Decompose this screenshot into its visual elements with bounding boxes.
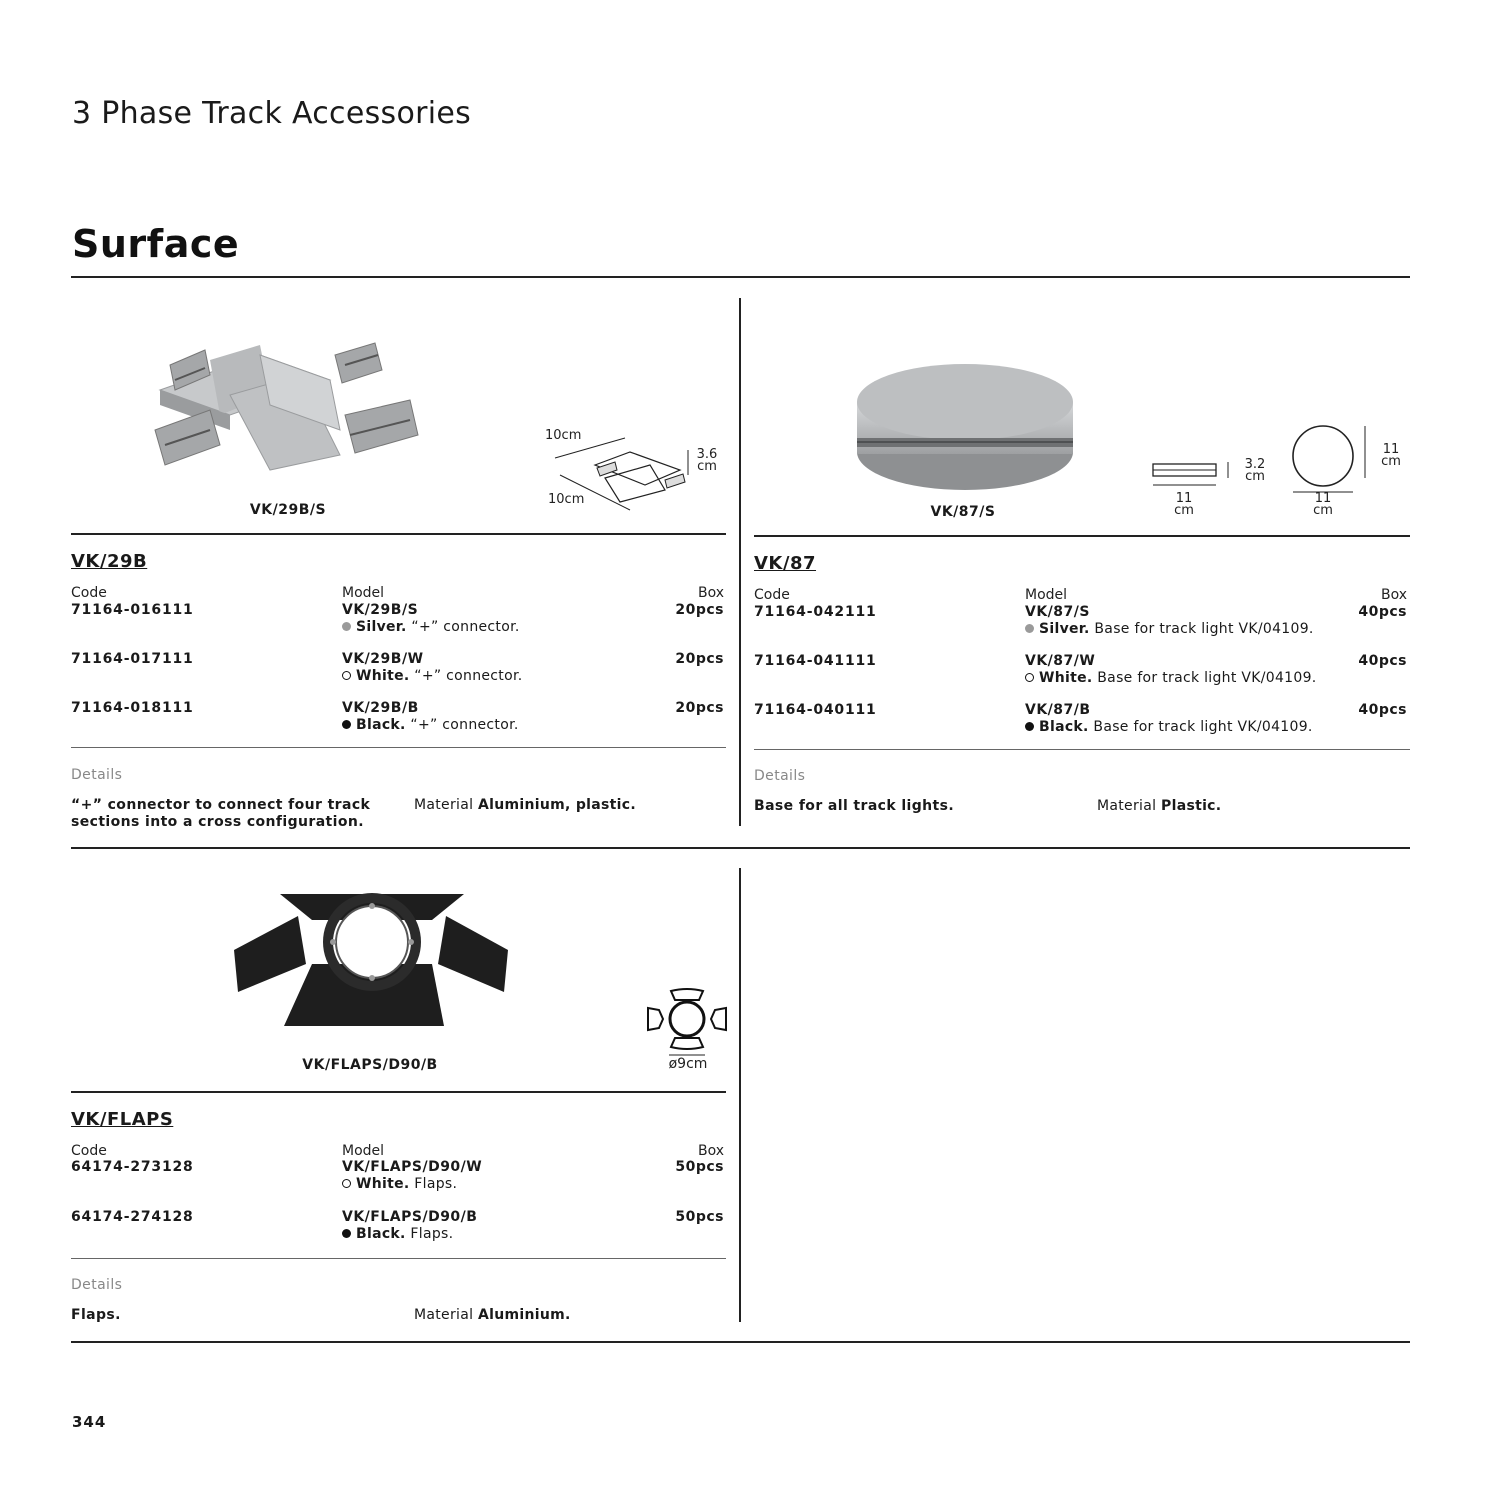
product-code: 71164-041111	[754, 653, 877, 669]
product-image-vk87	[855, 362, 1075, 492]
dimension-drawing-vkflaps	[645, 988, 729, 1058]
product-description: White. “+” connector.	[342, 668, 522, 684]
product-description: Silver. Base for track light VK/04109.	[1025, 621, 1314, 637]
card-rule	[71, 1091, 726, 1093]
product-code: 71164-018111	[71, 700, 194, 716]
model-header: Model	[1025, 587, 1068, 603]
image-caption: VK/87/S	[930, 504, 996, 520]
product-image-vkflaps	[232, 890, 512, 1030]
product-model: VK/FLAPS/D90/B	[342, 1209, 478, 1225]
details-rule	[71, 747, 726, 748]
details-label: Details	[71, 1277, 123, 1293]
section-rule	[71, 847, 1410, 849]
page-heading: Surface	[72, 222, 240, 266]
dimension-width: 10cm	[545, 428, 582, 443]
code-header: Code	[754, 587, 790, 603]
product-model: VK/29B/S	[342, 602, 419, 618]
product-model: VK/87/W	[1025, 653, 1096, 669]
code-header: Code	[71, 1143, 107, 1159]
product-model: VK/87/B	[1025, 702, 1091, 718]
product-model: VK/29B/B	[342, 700, 419, 716]
code-header: Code	[71, 585, 107, 601]
details-text: Base for all track lights.	[754, 798, 955, 814]
dimension-top-height: 11 cm	[1381, 442, 1401, 469]
details-text: “+” connector to connect four track sections into a cross configuration.	[71, 797, 371, 830]
product-model: VK/FLAPS/D90/W	[342, 1159, 483, 1175]
details-label: Details	[71, 767, 123, 783]
section-rule	[71, 1341, 1410, 1343]
product-code: 64174-273128	[71, 1159, 194, 1175]
section-title: 3 Phase Track Accessories	[72, 96, 472, 131]
box-quantity: 20pcs	[675, 602, 724, 618]
product-model: VK/29B/W	[342, 651, 424, 667]
box-header: Box	[1380, 587, 1407, 603]
heading-rule	[71, 276, 1410, 278]
box-header: Box	[697, 1143, 724, 1159]
product-code: 71164-017111	[71, 651, 194, 667]
image-caption: VK/29B/S	[249, 502, 327, 518]
details-text: Flaps.	[71, 1307, 121, 1323]
white-swatch-icon	[1025, 673, 1034, 682]
page-number: 344	[72, 1413, 107, 1431]
product-description: White. Base for track light VK/04109.	[1025, 670, 1317, 686]
box-quantity: 50pcs	[675, 1209, 724, 1225]
box-quantity: 20pcs	[675, 651, 724, 667]
box-quantity: 40pcs	[1358, 702, 1407, 718]
card-rule	[71, 533, 726, 535]
material-info: Material Aluminium, plastic.	[414, 797, 636, 813]
product-description: Black. Base for track light VK/04109.	[1025, 719, 1313, 735]
black-swatch-icon	[1025, 722, 1034, 731]
dimension-height: 3.6 cm	[696, 447, 718, 474]
box-quantity: 40pcs	[1358, 653, 1407, 669]
black-swatch-icon	[342, 720, 351, 729]
product-name: VK/FLAPS	[71, 1109, 174, 1130]
product-code: 64174-274128	[71, 1209, 194, 1225]
product-image-vk29b	[150, 335, 425, 475]
silver-swatch-icon	[1025, 624, 1034, 633]
dimension-side-height: 3.2 cm	[1244, 457, 1266, 484]
details-rule	[754, 749, 1410, 750]
material-info: Material Plastic.	[1097, 798, 1222, 814]
product-code: 71164-042111	[754, 604, 877, 620]
black-swatch-icon	[342, 1229, 351, 1238]
column-divider	[739, 868, 741, 1322]
details-label: Details	[754, 768, 806, 784]
product-name: VK/87	[754, 553, 817, 574]
details-rule	[71, 1258, 726, 1259]
white-swatch-icon	[342, 671, 351, 680]
dimension-diameter: ø9cm	[668, 1056, 708, 1072]
column-divider	[739, 298, 741, 826]
silver-swatch-icon	[342, 622, 351, 631]
model-header: Model	[342, 585, 385, 601]
product-description: Black. “+” connector.	[342, 717, 519, 733]
dimension-depth: 10cm	[548, 492, 585, 507]
product-name: VK/29B	[71, 551, 148, 572]
box-quantity: 50pcs	[675, 1159, 724, 1175]
material-info: Material Aluminium.	[414, 1307, 571, 1323]
white-swatch-icon	[342, 1179, 351, 1188]
card-rule	[754, 535, 1410, 537]
product-description: Black. Flaps.	[342, 1226, 453, 1242]
image-caption: VK/FLAPS/D90/B	[302, 1057, 438, 1073]
product-description: White. Flaps.	[342, 1176, 457, 1192]
box-quantity: 40pcs	[1358, 604, 1407, 620]
dimension-side-width: 11 cm	[1174, 491, 1194, 518]
dimension-top-width: 11 cm	[1313, 491, 1333, 518]
box-quantity: 20pcs	[675, 700, 724, 716]
product-code: 71164-016111	[71, 602, 194, 618]
product-model: VK/87/S	[1025, 604, 1090, 620]
product-code: 71164-040111	[754, 702, 877, 718]
product-description: Silver. “+” connector.	[342, 619, 520, 635]
model-header: Model	[342, 1143, 385, 1159]
box-header: Box	[697, 585, 724, 601]
